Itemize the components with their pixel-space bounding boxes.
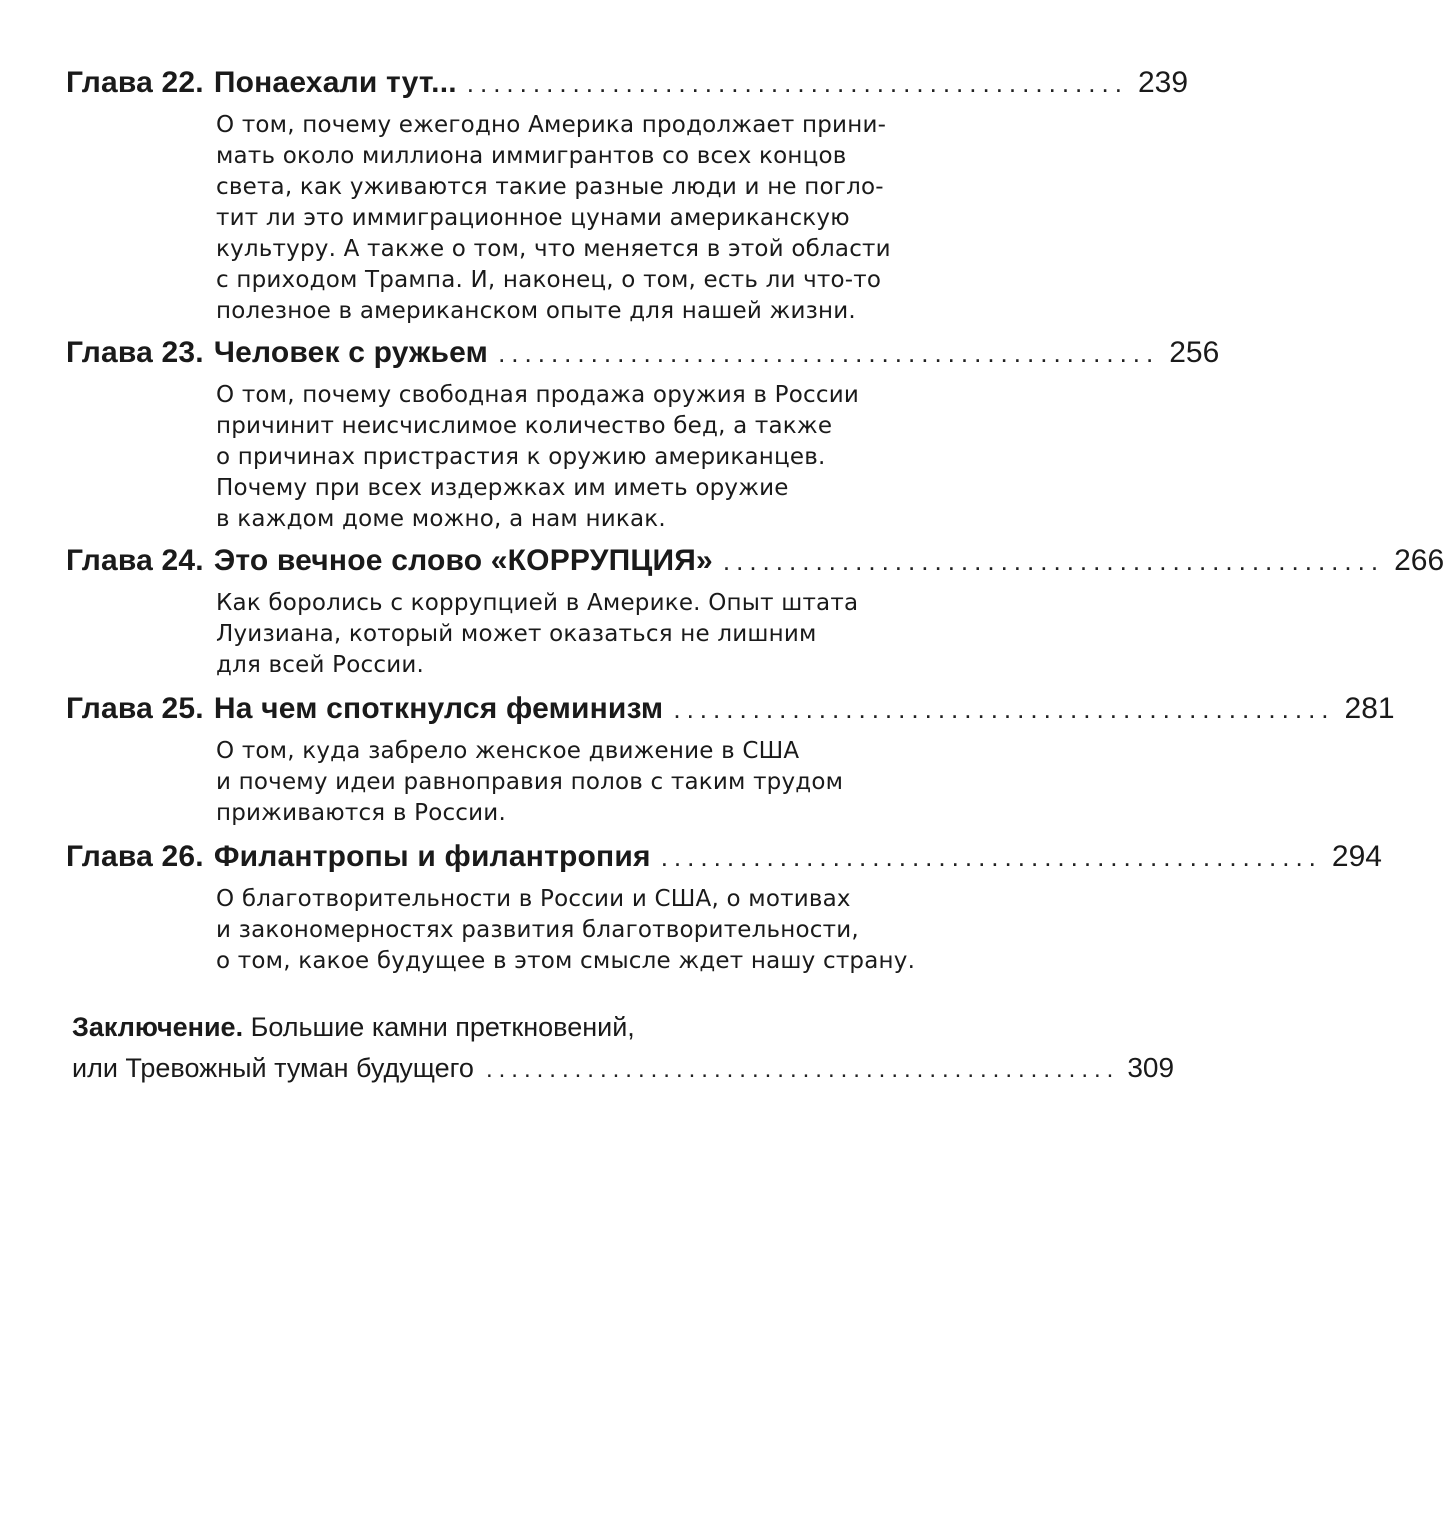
- dot-leader: ..................................................: [673, 694, 1335, 724]
- toc-entry-heading: [66, 66, 1189, 110]
- description-line: культуру. А также о том, что меняется в этой области: [216, 236, 891, 262]
- description-line: полезное в американском опыте для нашей жизни.: [216, 298, 856, 324]
- description-line: тит ли это иммиграционное цунами американскую: [216, 205, 850, 231]
- description-line: с приходом Трампа. И, наконец, о том, есть ли что-то: [216, 267, 882, 293]
- dot-leader: ..................................................: [498, 338, 1160, 368]
- dot-leader: ..................................................: [660, 842, 1322, 872]
- chapter-label: Глава 26.: [66, 840, 204, 873]
- dot-leader: ..................................................: [485, 1056, 1120, 1083]
- description-line: О том, куда забрело женское движение в США: [216, 738, 800, 764]
- description-line: для всей России.: [216, 652, 424, 678]
- description-line: мать около миллиона иммигрантов со всех концов: [216, 143, 847, 169]
- description-line: о том, какое будущее в этом смысле ждет нашу страну.: [216, 948, 916, 974]
- chapter-label: Глава 22.: [66, 66, 204, 99]
- page-number: 281: [1344, 692, 1395, 725]
- toc-entry-heading: [66, 336, 1220, 380]
- conclusion-label: Заключение.: [72, 1012, 244, 1042]
- chapter-label: Глава 23.: [66, 336, 204, 369]
- description-line: О благотворительности в России и США, о мотивах: [216, 886, 851, 912]
- conclusion-title-line-1: Большие камни преткновений,: [250, 1012, 635, 1042]
- chapter-title: Человек с ружьем: [213, 336, 489, 369]
- description-line: приживаются в России.: [216, 800, 506, 826]
- toc-entry-chapter-24[interactable]: [66, 544, 1444, 681]
- conclusion-heading: [72, 1012, 954, 1052]
- chapter-description: [216, 884, 916, 977]
- toc-entry-chapter-22[interactable]: [66, 66, 1189, 327]
- toc-entry-chapter-26[interactable]: [66, 840, 1382, 977]
- toc-entry-heading: [66, 692, 1395, 736]
- description-line: и почему идеи равноправия полов с таким трудом: [216, 769, 844, 795]
- conclusion-title-line-2: или Тревожный туман будущего: [72, 1053, 474, 1083]
- chapter-title: На чем споткнулся феминизм: [213, 692, 664, 725]
- description-line: О том, почему ежегодно Америка продолжает прини-: [216, 112, 887, 138]
- description-line: света, как уживаются такие разные люди и не погло-: [216, 174, 884, 200]
- page-number: 266: [1394, 544, 1444, 577]
- page-number: 294: [1331, 840, 1382, 873]
- page-number: 309: [1127, 1052, 1175, 1083]
- description-line: О том, почему свободная продажа оружия в России: [216, 382, 860, 408]
- description-line: и закономерностях развития благотворительности,: [216, 917, 859, 943]
- chapter-label: Глава 25.: [66, 692, 204, 725]
- conclusion-title-row: [72, 1052, 1175, 1084]
- chapter-title: Понаехали тут...: [213, 66, 457, 99]
- page-number: 256: [1169, 336, 1220, 369]
- toc-entry-chapter-25[interactable]: [66, 692, 1395, 829]
- toc-entry-heading: [66, 544, 1444, 588]
- description-line: причинит неисчислимое количество бед, а также: [216, 413, 833, 439]
- description-line: Луизиана, который может оказаться не лишним: [216, 621, 817, 647]
- chapter-description: [216, 380, 876, 535]
- chapter-title: Филантропы и филантропия: [213, 840, 651, 873]
- chapter-description: [216, 588, 876, 681]
- description-line: о причинах пристрастия к оружию американцев.: [216, 444, 826, 470]
- description-line: Как боролись с коррупцией в Америке. Опыт штата: [216, 590, 859, 616]
- page-number: 239: [1137, 66, 1189, 99]
- chapter-title: Это вечное слово «КОРРУПЦИЯ»: [213, 544, 713, 577]
- chapter-description: [216, 736, 876, 829]
- chapter-description: [216, 110, 891, 327]
- description-line: в каждом доме можно, а нам никак.: [216, 506, 666, 532]
- toc-entry-heading: [66, 840, 1382, 884]
- chapter-label: Глава 24.: [66, 544, 204, 577]
- toc-entry-chapter-23[interactable]: [66, 336, 1220, 535]
- toc-entry-conclusion[interactable]: [72, 1012, 1175, 1084]
- description-line: Почему при всех издержках им иметь оружие: [216, 475, 789, 501]
- dot-leader: ..................................................: [466, 68, 1128, 98]
- dot-leader: ..................................................: [722, 546, 1385, 576]
